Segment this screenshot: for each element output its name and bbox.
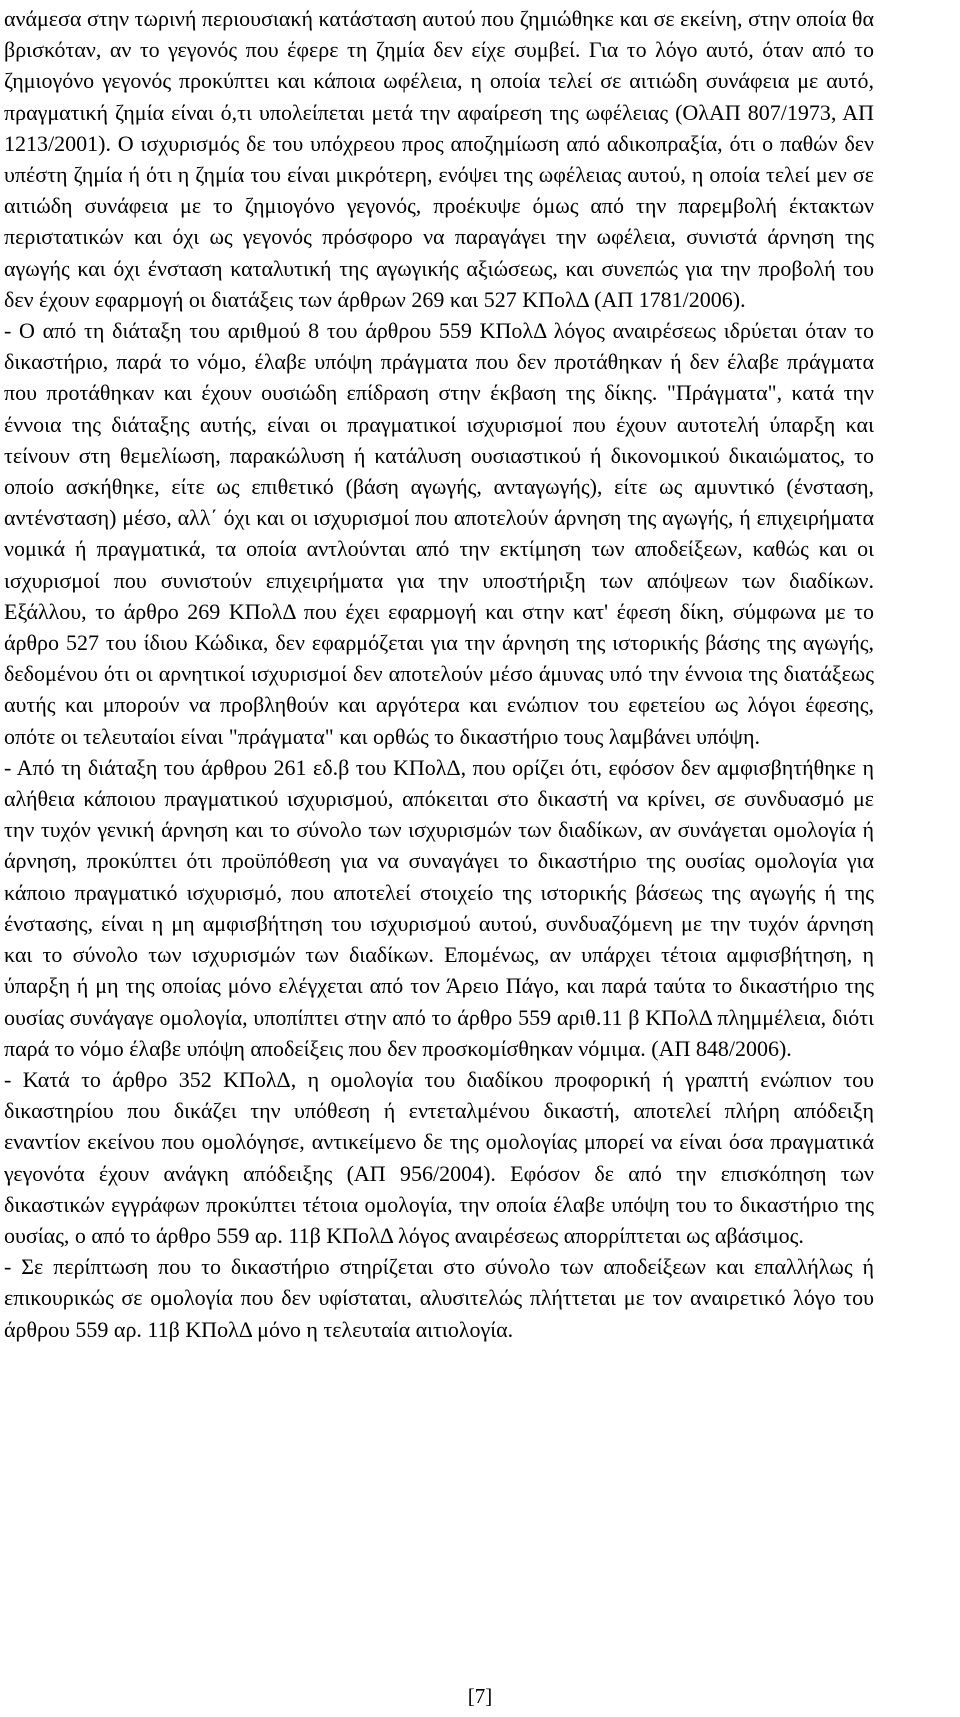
document-body (4, 3, 874, 1345)
paragraph-article-352: - Κατά το άρθρο 352 ΚΠολΔ, η ομολογία του διαδίκου προφορική ή γραπτή ενώπιον του δικαστηρίου που δικάζει την υπόθεση ή εντεταλμένου δικαστή, αποτελεί πλήρη απόδειξη εναντίον εκείνου που ομολόγησε, αντικείμενο δε της ομολογίας μπορεί να είναι όσα πραγματικά γεγονότα έχουν ανάγκη απόδειξης (ΑΠ 956/2004). Εφόσον δε από την επισκόπηση των δικαστικών εγγράφων προκύπτει τέτοια ομολογία, την οποία έλαβε υπόψη του το δικαστήριο της ουσίας, ο από το άρθρο 559 αρ. 11β ΚΠολΔ λόγος αναιρέσεως απορρίπτεται ως αβάσιμος. (4, 1066, 874, 1248)
paragraph-confession-reasoning: - Σε περίπτωση που το δικαστήριο στηρίζεται στο σύνολο των αποδείξεων και επαλλήλως ή επικουρικώς σε ομολογία που δεν υφίσταται, αλυσιτελώς πλήττεται με τον αναιρετικό λόγο του άρθρου 559 αρ. 11β ΚΠολΔ μόνο η τελευταία αιτιολογία. (4, 1254, 874, 1342)
paragraph-article-261: - Από τη διάταξη του άρθρου 261 εδ.β του ΚΠολΔ, που ορίζει ότι, εφόσον δεν αμφισβητήθηκε η αλήθεια κάποιου πραγματικού ισχυρισμού, απόκειται στο δικαστή να κρίνει, σε συνδυασμό με την τυχόν γενική άρνηση και το σύνολο των ισχυρισμών των διαδίκων, αν συνάγεται ομολογία ή άρνηση, προκύπτει ότι προϋπόθεση για να συναγάγει το δικαστήριο της ουσίας ομολογία για κάποιο πραγματικό ισχυρισμό, που αποτελεί στοιχείο της ιστορικής βάσεως της αγωγής ή της ένστασης, είναι η μη αμφισβήτηση του ισχυρισμού αυτού, συνδυαζόμενη με την τυχόν άρνηση και το σύνολο των ισχυρισμών των διαδίκων. Επομένως, αν υπάρχει τέτοια αμφισβήτηση, η ύπαρξη ή μη της οποίας μόνο ελέγχεται από τον Άρειο Πάγο, και παρά ταύτα το δικαστήριο της ουσίας συνάγαγε ομολογία, υποπίπτει στην από το άρθρο 559 αριθ.11 β ΚΠολΔ πλημμέλεια, διότι παρά το νόμο έλαβε υπόψη αποδείξεις που δεν προσκομίσθηκαν νόμιμα. (ΑΠ 848/2006). (4, 754, 874, 1061)
paragraph-compensation: ανάμεσα στην τωρινή περιουσιακή κατάσταση αυτού που ζημιώθηκε και σε εκείνη, στην οποία θα βρισκόταν, αν το γεγονός που έφερε τη ζημία δεν είχε συμβεί. Για το λόγο αυτό, όταν από το ζημιογόνο γεγονός προκύπτει και κάποια ωφέλεια, η οποία τελεί σε αιτιώδη συνάφεια με αυτό, πραγματική ζημία είναι ό,τι υπολείπεται μετά την αφαίρεση της ωφέλειας (ΟλΑΠ 807/1973, ΑΠ 1213/2001). Ο ισχυρισμός δε του υπόχρεου προς αποζημίωση από αδικοπραξία, ότι ο παθών δεν υπέστη ζημία ή ότι η ζημία του είναι μικρότερη, ενόψει της ωφέλειας αυτού, η οποία τελεί μεν σε αιτιώδη συνάφεια με το ζημιογόνο γεγονός, προέκυψε όμως από την παρεμβολή έκτακτων περιστατικών και όχι ως γεγονός πρόσφορο να παραγάγει την ωφέλεια, συνιστά άρνηση της αγωγής και όχι ένσταση καταλυτική της αγωγικής αξιώσεως, και συνεπώς για την προβολή του δεν έχουν εφαρμογή οι διατάξεις των άρθρων 269 και 527 ΚΠολΔ (ΑΠ 1781/2006). (4, 6, 874, 312)
paragraph-article-559-8: - Ο από τη διάταξη του αριθμού 8 του άρθρου 559 ΚΠολΔ λόγος αναιρέσεως ιδρύεται όταν το δικαστήριο, παρά το νόμο, έλαβε υπόψη πράγματα που δεν προτάθηκαν ή δεν έλαβε πράγματα που προτάθηκαν και έχουν ουσιώδη επίδραση στην έκβαση της δίκης. "Πράγματα", κατά την έννοια της διάταξης αυτής, είναι οι πραγματικοί ισχυρισμοί που έχουν αυτοτελή ύπαρξη και τείνουν στη θεμελίωση, παρακώλυση ή κατάλυση ουσιαστικού ή δικονομικού δικαιώματος, το οποίο ασκήθηκε, είτε ως επιθετικό (βάση αγωγής, ανταγωγής), είτε ως αμυντικό (ένσταση, αντένσταση) μέσο, αλλ΄ όχι και οι ισχυρισμοί που αποτελούν άρνηση της αγωγής, ή επιχειρήματα νομικά ή πραγματικά, τα οποία αντλούνται από την εκτίμηση των αποδείξεων, καθώς και οι ισχυρισμοί που συνιστούν επιχειρήματα για την υποστήριξη των απόψεων των διαδίκων. Εξάλλου, το άρθρο 269 ΚΠολΔ που έχει εφαρμογή και στην κατ' έφεση δίκη, σύμφωνα με το άρθρο 527 του ίδιου Κώδικα, δεν εφαρμόζεται για την άρνηση της ιστορικής βάσης της αγωγής, δεδομένου ότι οι αρνητικοί ισχυρισμοί δεν αποτελούν μέσο άμυνας υπό την έννοια της διατάξεως αυτής και μπορούν να προβληθούν και αργότερα και ενώπιον του εφετείου ως λόγοι έφεσης, οπότε οι τελευταίοι είναι "πράγματα" και ορθώς το δικαστήριο τους λαμβάνει υπόψη. (4, 318, 874, 749)
page-number: [7] (467, 1684, 493, 1708)
